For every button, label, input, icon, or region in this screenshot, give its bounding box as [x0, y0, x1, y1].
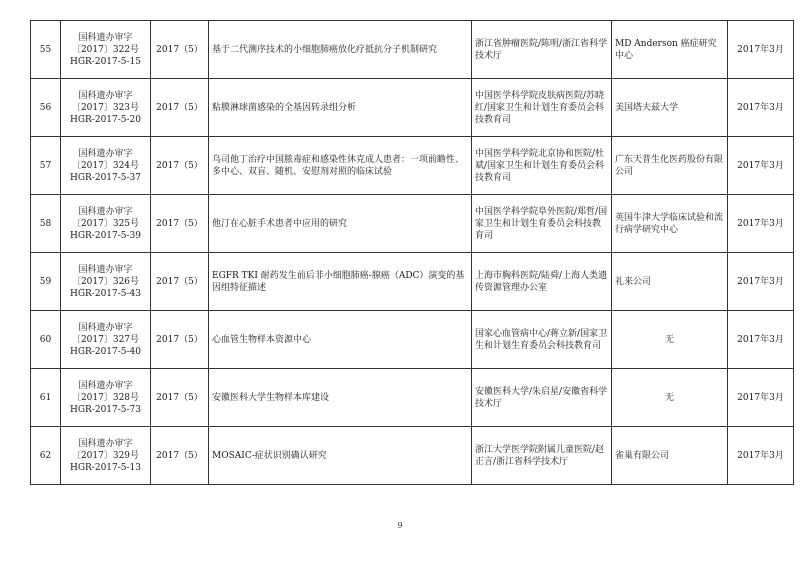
project-title-cell: 心血管生物样本资源中心	[209, 311, 472, 369]
approval-code-line: 国科遗办审字	[78, 380, 133, 391]
table-row	[31, 253, 794, 311]
approval-code-line: 〔2017〕323号	[71, 102, 140, 113]
partner-cell: 雀巢有限公司	[612, 427, 728, 485]
approval-code-line: HGR-2017-5-73	[69, 404, 142, 415]
row-number-cell: 60	[31, 311, 61, 369]
organization-cell: 上海市胸科医院/陆舜/上海人类遗传资源管理办公室	[472, 253, 612, 311]
approval-code-line: 国科遗办审字	[78, 90, 133, 101]
row-number-cell: 56	[31, 79, 61, 137]
organization-cell: 中国医学科学院皮肤病医院/苏晓红/国家卫生和计划生育委员会科技教育司	[472, 79, 612, 137]
row-number-cell: 55	[31, 21, 61, 79]
approval-code-line: 〔2017〕325号	[71, 218, 140, 229]
row-number-cell: 57	[31, 137, 61, 195]
approval-code-line: HGR-2017-5-13	[69, 462, 142, 473]
row-number-cell: 61	[31, 369, 61, 427]
date-cell: 2017年3月	[728, 21, 794, 79]
approval-code-line: HGR-2017-5-15	[69, 56, 142, 67]
partner-cell: 礼来公司	[612, 253, 728, 311]
batch-cell: 2017（5）	[151, 195, 209, 253]
project-title-cell: 粘膜淋球菌感染的全基因转录组分析	[209, 79, 472, 137]
table-row	[31, 311, 794, 369]
approval-code-cell	[61, 427, 151, 485]
partner-cell: 英国牛津大学临床试验和流行病学研究中心	[612, 195, 728, 253]
approval-code-cell	[61, 137, 151, 195]
approval-code-line: HGR-2017-5-43	[69, 288, 142, 299]
page-number: 9	[397, 521, 403, 530]
approval-code-line: 国科遗办审字	[78, 322, 133, 333]
organization-cell: 中国医学科学院北京协和医院/杜斌/国家卫生和计划生育委员会科技教育司	[472, 137, 612, 195]
date-cell: 2017年3月	[728, 79, 794, 137]
organization-cell: 国家心血管病中心/蒋立新/国家卫生和计划生育委员会科技教育司	[472, 311, 612, 369]
batch-cell: 2017（5）	[151, 21, 209, 79]
row-number-cell: 59	[31, 253, 61, 311]
organization-cell: 浙江省肿瘤医院/陈明/浙江省科学技术厅	[472, 21, 612, 79]
batch-cell: 2017（5）	[151, 427, 209, 485]
approval-code-line: 〔2017〕326号	[71, 276, 140, 287]
organization-cell: 安徽医科大学/朱启星/安徽省科学技术厅	[472, 369, 612, 427]
approval-code-line: 〔2017〕324号	[71, 160, 140, 171]
approval-code-line: 国科遗办审字	[78, 264, 133, 275]
approval-code-line: HGR-2017-5-39	[69, 230, 142, 241]
document-table	[30, 20, 794, 485]
approval-code-line: 国科遗办审字	[78, 32, 133, 43]
date-cell: 2017年3月	[728, 195, 794, 253]
partner-cell: 无	[612, 369, 728, 427]
approval-code-line: HGR-2017-5-40	[69, 346, 142, 357]
approval-code-cell	[61, 253, 151, 311]
approval-code-line: HGR-2017-5-37	[69, 172, 142, 183]
partner-cell: MD Anderson 癌症研究中心	[612, 21, 728, 79]
date-cell: 2017年3月	[728, 427, 794, 485]
table-row	[31, 79, 794, 137]
project-title-cell: 安徽医科大学生物样本库建设	[209, 369, 472, 427]
approval-code-cell	[61, 195, 151, 253]
row-number-cell: 62	[31, 427, 61, 485]
batch-cell: 2017（5）	[151, 253, 209, 311]
table-row	[31, 195, 794, 253]
table-row	[31, 21, 794, 79]
approval-code-line: HGR-2017-5-20	[69, 114, 142, 125]
partner-cell: 无	[612, 311, 728, 369]
approval-code-line: 〔2017〕329号	[71, 450, 140, 461]
date-cell: 2017年3月	[728, 369, 794, 427]
approval-code-line: 国科遗办审字	[78, 206, 133, 217]
batch-cell: 2017（5）	[151, 137, 209, 195]
project-title-cell: MOSAIC-症状识别确认研究	[209, 427, 472, 485]
partner-cell: 广东天普生化医药股份有限公司	[612, 137, 728, 195]
approval-code-line: 〔2017〕322号	[71, 44, 140, 55]
project-title-cell: 乌司他丁治疗中国脓毒症和感染性休克成人患者：一项前瞻性、多中心、双盲、随机、安慰剂对照的临床试验	[209, 137, 472, 195]
project-title-cell: EGFR TKI 耐药发生前后非小细胞肺癌-腺癌（ADC）演变的基因组特征描述	[209, 253, 472, 311]
approval-code-line: 国科遗办审字	[78, 438, 133, 449]
partner-cell: 美国塔夫兹大学	[612, 79, 728, 137]
approval-code-cell	[61, 79, 151, 137]
approval-code-line: 国科遗办审字	[78, 148, 133, 159]
batch-cell: 2017（5）	[151, 369, 209, 427]
table-row	[31, 137, 794, 195]
organization-cell: 中国医学科学院阜外医院/郑哲/国家卫生和计划生育委员会科技教育司	[472, 195, 612, 253]
date-cell: 2017年3月	[728, 253, 794, 311]
date-cell: 2017年3月	[728, 311, 794, 369]
batch-cell: 2017（5）	[151, 311, 209, 369]
project-title-cell: 基于二代测序技术的小细胞肺癌放化疗抵抗分子机制研究	[209, 21, 472, 79]
batch-cell: 2017（5）	[151, 79, 209, 137]
project-title-cell: 他汀在心脏手术患者中应用的研究	[209, 195, 472, 253]
approval-code-cell	[61, 21, 151, 79]
row-number-cell: 58	[31, 195, 61, 253]
date-cell: 2017年3月	[728, 137, 794, 195]
approval-code-cell	[61, 369, 151, 427]
organization-cell: 浙江大学医学院附属儿童医院/赵正言/浙江省科学技术厅	[472, 427, 612, 485]
approval-code-line: 〔2017〕327号	[71, 334, 140, 345]
table-row	[31, 369, 794, 427]
table-row	[31, 427, 794, 485]
approval-code-line: 〔2017〕328号	[71, 392, 140, 403]
approval-code-cell	[61, 311, 151, 369]
